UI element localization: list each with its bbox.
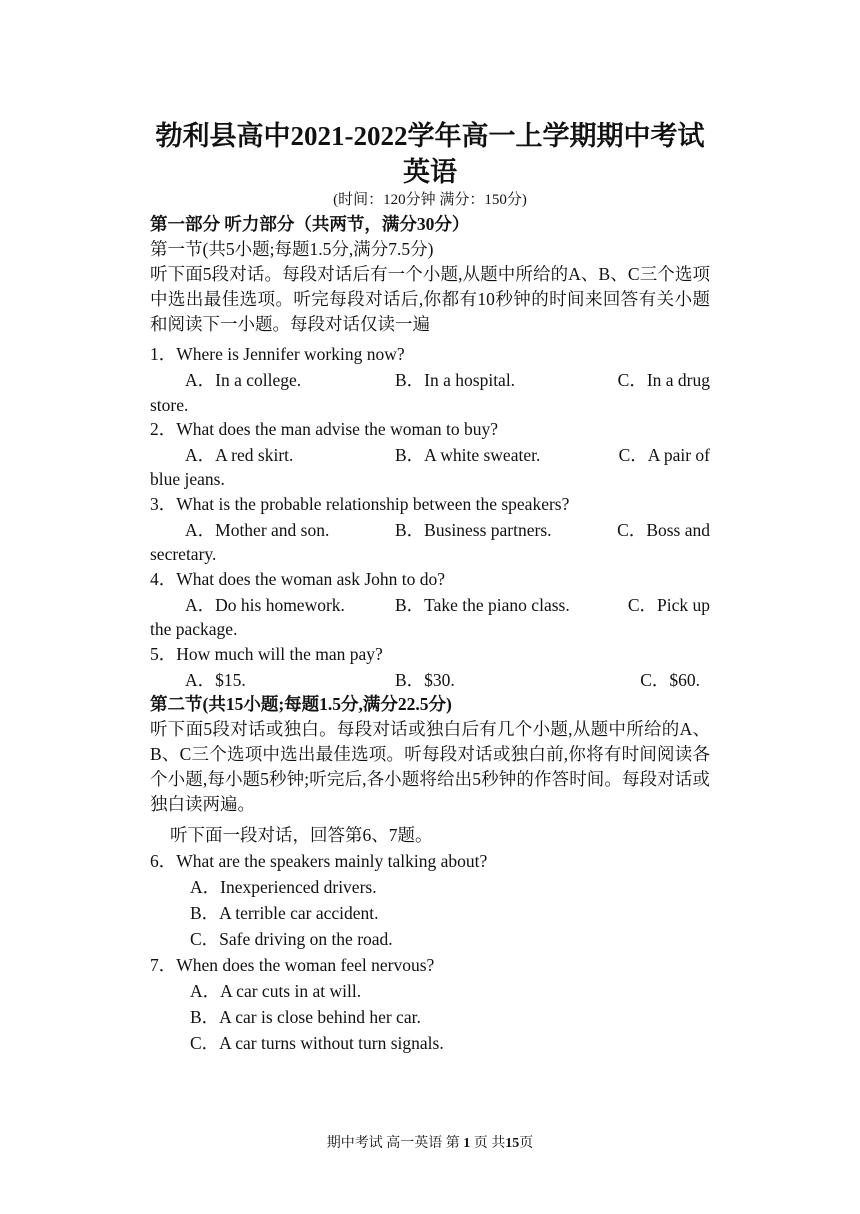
option-b: B．A white sweater.	[395, 445, 541, 465]
option-c-continued: store.	[150, 395, 189, 415]
option-b: B．A terrible car accident.	[190, 903, 379, 923]
option-c: C．Pick up	[627, 595, 710, 615]
time-info: (时间：120分钟 满分：150分)	[333, 192, 527, 208]
option-b: B．Business partners.	[395, 520, 552, 540]
footer-prefix: 期中考试 高一英语 第	[326, 1136, 464, 1151]
question-4: 4．What does the woman ask John to do?	[150, 569, 446, 589]
footer-total-pages: 15	[505, 1136, 520, 1151]
page-footer	[0, 1135, 860, 1153]
option-a: A．In a college.	[185, 370, 302, 390]
section2-instructions: 听下面5段对话或独白。每段对话或独白后有几个小题,从题中所给的A、B、C三个选项中选出最佳选项。听每段对话或独白前,你将有时间阅读各个小题,每小题5秒钟;听完后,各小题将给出5秒钟的作答时间。每段对话或独白读两遍。	[150, 719, 710, 814]
exam-title: 勃利县高中2021-2022学年高一上学期期中考试	[155, 121, 705, 151]
option-c: C．Boss and	[617, 520, 710, 540]
option-c-continued: secretary.	[150, 544, 217, 564]
footer-middle: 页 共	[470, 1136, 506, 1151]
option-a: A．$15.	[185, 670, 246, 690]
option-c: C．Safe driving on the road.	[190, 929, 393, 949]
section2-heading: 第二节(共15小题;每题1.5分,满分22.5分)	[150, 694, 452, 714]
option-b: B．Take the piano class.	[395, 595, 570, 615]
option-b: B．A car is close behind her car.	[190, 1007, 421, 1027]
question-2: 2．What does the man advise the woman to buy?	[150, 419, 498, 439]
part1-heading: 第一部分 听力部分（共两节，满分30分）	[150, 214, 470, 234]
footer-page-number: 1	[463, 1136, 471, 1151]
section1-instructions: 听下面5段对话。每段对话后有一个小题,从题中所给的A、B、C三个选项中选出最佳选项。听完每段对话后,你都有10秒钟的时间来回答有关小题和阅读下一小题。每段对话仅读一遍	[150, 264, 710, 334]
section1-heading: 第一节(共5小题;每题1.5分,满分7.5分)	[150, 239, 434, 259]
question-1: 1．Where is Jennifer working now?	[150, 344, 405, 364]
question-3: 3．What is the probable relationship between the speakers?	[150, 494, 570, 514]
footer-suffix: 页	[519, 1136, 534, 1151]
option-c: C．A car turns without turn signals.	[190, 1033, 444, 1053]
question-7: 7．When does the woman feel nervous?	[150, 955, 435, 975]
option-c: C．In a drug	[617, 370, 710, 390]
option-c-continued: the package.	[150, 619, 238, 639]
option-b: B．$30.	[395, 670, 455, 690]
question-6: 6．What are the speakers mainly talking about?	[150, 851, 488, 871]
question-5: 5．How much will the man pay?	[150, 644, 383, 664]
option-a: A．Do his homework.	[185, 595, 345, 615]
option-b: B．In a hospital.	[395, 370, 516, 390]
option-c-continued: blue jeans.	[150, 469, 225, 489]
option-c: C．$60.	[640, 670, 700, 690]
option-a: A．A car cuts in at will.	[190, 981, 362, 1001]
option-c: C．A pair of	[618, 445, 710, 465]
option-a: A．Mother and son.	[185, 520, 330, 540]
option-a: A．A red skirt.	[185, 445, 294, 465]
option-a: A．Inexperienced drivers.	[190, 877, 377, 897]
section2-sub-instruction: 听下面一段对话，回答第6、7题。	[170, 825, 433, 845]
exam-subject: 英语	[403, 157, 457, 187]
